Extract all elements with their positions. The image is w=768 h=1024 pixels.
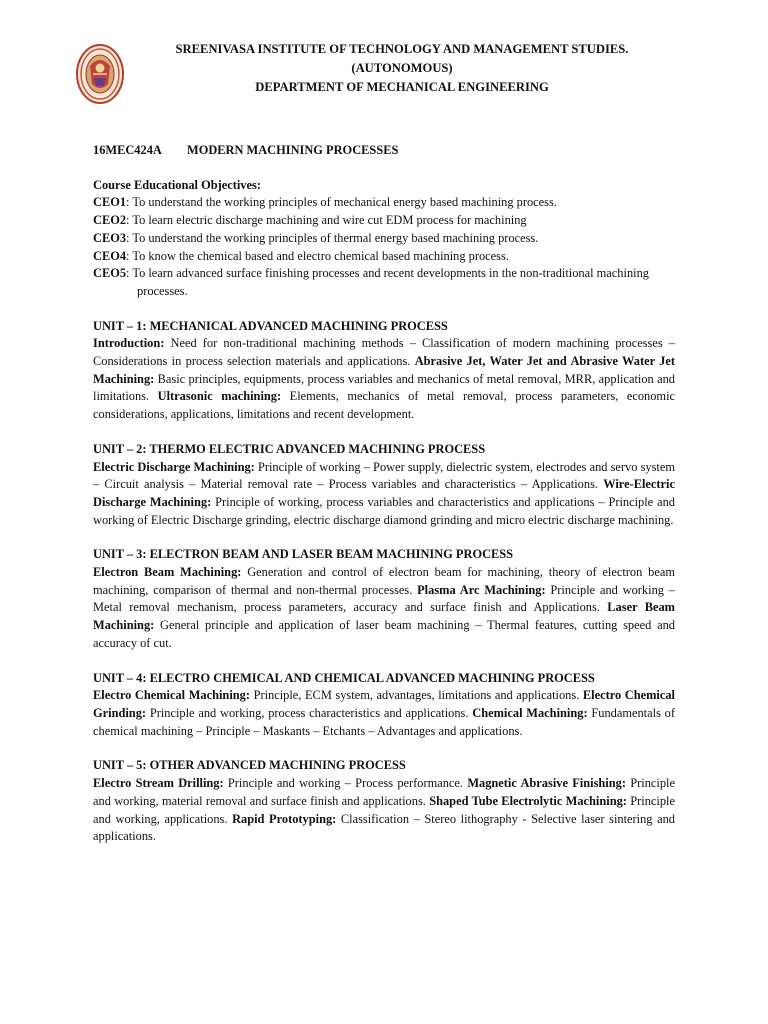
topic-text: Classification – Stereo lithography - Selective laser sintering and applications. — [93, 811, 675, 844]
unit-description — [93, 459, 675, 530]
topic-text: Fundamentals of chemical machining – Principle – Maskants – Etchants – Advantages and applications. — [93, 705, 675, 738]
topic-text: Principle of working, process variables and characteristics and applications – Principle and working of Electric Discharge grinding, electric discharge diamond grinding and micro electric discharge machining. — [93, 494, 675, 527]
unit-section — [93, 318, 675, 424]
objective-text: : To know the chemical based and electro chemical based machining process. — [126, 248, 509, 263]
unit-description — [93, 687, 675, 740]
topic-text: General principle and application of laser beam machining – Thermal features, cutting speed and accuracy of cut. — [93, 618, 675, 650]
course-code: 16MEC424A — [93, 143, 162, 157]
topic-heading: Electro Chemical Machining: — [93, 688, 250, 703]
document-header — [130, 40, 674, 97]
unit-section — [93, 441, 675, 530]
institute-name: SREENIVASA INSTITUTE OF TECHNOLOGY AND MANAGEMENT STUDIES. — [175, 42, 629, 56]
unit-title: UNIT – 5: OTHER ADVANCED MACHINING PROCESS — [93, 758, 406, 773]
topic-text: Generation and control of electron beam for machining, theory of electron beam machining, comparison of thermal and non-thermal processes. — [93, 565, 675, 597]
objective-item — [93, 230, 675, 248]
unit-section — [93, 757, 675, 846]
objective-item — [93, 248, 675, 266]
objective-label: CEO5 — [93, 266, 127, 281]
topic-text: Basic principles, equipments, process variables and mechanics of metal removal, MRR, application and limitations. — [93, 371, 675, 404]
topic-text: Need for non-traditional machining methods – Classification of modern machining processes – Considerations in process selection materials and applications. — [93, 336, 675, 369]
objective-text: : To learn advanced surface finishing processes and recent developments in the non-traditional machining processes. — [126, 266, 649, 298]
topic-text: Principle and working – Metal removal mechanism, process parameters, accuracy and surface finish and Applications. — [93, 582, 675, 615]
topic-heading: Electron Beam Machining: — [93, 565, 242, 580]
topic-text: Principle, ECM system, advantages, limitations and applications. — [249, 688, 583, 703]
objective-item — [93, 194, 675, 212]
topic-text: Principle and working, applications. — [93, 793, 675, 826]
topic-text: Principle and working – Process performance. — [223, 776, 468, 791]
unit-title: UNIT – 2: THERMO ELECTRIC ADVANCED MACHINING PROCESS — [93, 441, 486, 456]
unit-section — [93, 546, 675, 652]
topic-heading: Magnetic Abrasive Finishing: — [467, 776, 626, 791]
unit-description — [93, 564, 675, 653]
topic-heading: Ultrasonic machining: — [157, 389, 282, 404]
objective-text: : To learn electric discharge machining and wire cut EDM process for machining — [126, 213, 527, 228]
topic-text: Principle and working, material removal and surface finish and applications. — [93, 776, 675, 808]
topic-heading: Plasma Arc Machining: — [417, 582, 546, 597]
objective-text: : To understand the working principles of mechanical energy based machining process. — [126, 195, 557, 210]
department-name: DEPARTMENT OF MECHANICAL ENGINEERING — [255, 80, 549, 94]
institute-seal-logo — [76, 44, 124, 104]
objectives-list — [93, 194, 675, 300]
topic-heading: Rapid Prototyping: — [232, 811, 337, 826]
unit-description — [93, 775, 675, 846]
objective-label: CEO4 — [93, 248, 127, 263]
unit-description — [93, 335, 675, 424]
topic-heading: Electro Stream Drilling: — [93, 776, 224, 791]
topic-text: Principle of working – Power supply, dielectric system, electrodes and servo system – Circuit analysis – Material removal rate – Process variables and characteristics – Applications. — [93, 459, 675, 492]
topic-text: Elements, mechanics of metal removal, process parameters, economic considerations, applications, limitations and recent development. — [93, 389, 676, 422]
unit-section — [93, 670, 675, 741]
objective-label: CEO1 — [93, 195, 127, 210]
unit-title: UNIT – 1: MECHANICAL ADVANCED MACHINING PROCESS — [93, 318, 448, 333]
topic-heading: Chemical Machining: — [472, 705, 588, 720]
autonomous-label: (AUTONOMOUS) — [351, 61, 453, 75]
topic-heading: Abrasive Jet, Water Jet and Abrasive Water Jet Machining: — [93, 354, 675, 386]
topic-text: Principle and working, process characteristics and applications. — [146, 705, 473, 720]
topic-heading: Shaped Tube Electrolytic Machining: — [429, 793, 627, 808]
course-title: MODERN MACHINING PROCESSES — [187, 143, 399, 157]
syllabus-content — [93, 142, 675, 863]
objective-item — [93, 212, 675, 230]
topic-heading: Wire-Electric Discharge Machining: — [93, 477, 675, 509]
objective-text: : To understand the working principles of thermal energy based machining process. — [126, 230, 539, 245]
topic-heading: Introduction: — [93, 336, 165, 351]
objectives-heading: Course Educational Objectives: — [93, 177, 261, 192]
objective-label: CEO2 — [93, 213, 127, 228]
topic-heading: Laser Beam Machining: — [93, 600, 675, 633]
unit-title: UNIT – 4: ELECTRO CHEMICAL AND CHEMICAL ADVANCED MACHINING PROCESS — [93, 670, 595, 685]
unit-title: UNIT – 3: ELECTRON BEAM AND LASER BEAM MACHINING PROCESS — [93, 547, 514, 562]
topic-heading: Electro Chemical Grinding: — [93, 688, 675, 720]
topic-heading: Electric Discharge Machining: — [93, 459, 255, 474]
objective-item — [93, 265, 675, 300]
objective-label: CEO3 — [93, 230, 127, 245]
course-title-line — [93, 142, 675, 160]
